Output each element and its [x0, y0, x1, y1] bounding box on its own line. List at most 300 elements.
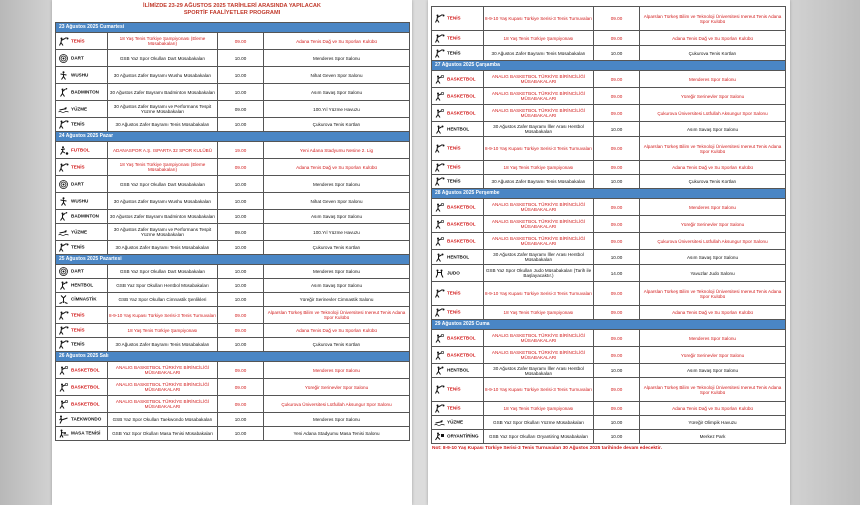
time-cell: 09.00	[218, 324, 264, 338]
event-cell: ANALIG BASKETBOL TÜRKİYE BİRİNCİLİĞİ MÜSABAKALARI	[484, 330, 594, 347]
basketball-icon	[434, 92, 445, 101]
table-row	[432, 46, 786, 61]
table-row	[56, 307, 410, 324]
sport-name: TENİS	[447, 405, 461, 411]
venue-cell: Alparslan Türkeş Bilim ve Teknoloji Üniversitesi Inereut Tenis Adana Spor Kulübü	[264, 307, 410, 324]
basketball-icon	[58, 383, 69, 392]
sport-name: BASKETBOL	[447, 221, 476, 227]
sport-cell	[56, 224, 108, 241]
dart-icon	[58, 54, 69, 63]
basketball-icon	[434, 109, 445, 118]
sport-cell	[432, 46, 484, 61]
time-cell: 10.00	[218, 176, 264, 193]
sport-cell	[56, 362, 108, 379]
left-page	[52, 0, 412, 505]
sport-name: DART	[71, 181, 84, 187]
sport-name: TENİS	[71, 244, 85, 250]
day-header: 23 Ağustos 2025 Cumartesi	[56, 23, 410, 33]
swim-icon	[58, 105, 69, 114]
event-cell: 30 Ağustos Zafer Bayramı ve Performans Tespit Yüzme Müsabakaları	[108, 224, 218, 241]
venue-cell: Merkez Park	[640, 430, 786, 444]
swim-icon	[58, 228, 69, 237]
sport-cell	[56, 324, 108, 338]
event-cell: GSB Yaz Spor Okulları Dart Müsabakaları	[108, 50, 218, 67]
time-cell: 09.00	[594, 330, 640, 347]
table-row	[56, 338, 410, 352]
event-cell: GSB Yaz Spor Okulları Masa Tenisi Müsabakaları	[108, 427, 218, 441]
venue-cell: Asım Savaş Spor Salonu	[640, 250, 786, 265]
tennis-icon	[434, 289, 445, 298]
venue-cell: Yeni Adana Stadyumu Nesine 2. Lig	[264, 142, 410, 159]
sport-name: BASKETBOL	[447, 335, 476, 341]
venue-cell: Alparslan Türkeş Bilim ve Teknoloji Üniversitesi Inereut Tenis Adana Spor Kulübü	[640, 282, 786, 306]
table-row	[56, 324, 410, 338]
event-cell: ANALIG BASKETBOL TÜRKİYE BİRİNCİLİĞİ MÜSABAKALARI	[108, 379, 218, 396]
tennis-icon	[434, 404, 445, 413]
sport-name: BASKETBOL	[71, 401, 100, 407]
sport-cell	[56, 50, 108, 67]
sport-cell	[56, 307, 108, 324]
sport-cell	[56, 142, 108, 159]
sport-name: HENTBOL	[71, 282, 94, 288]
basketball-icon	[434, 75, 445, 84]
sport-cell	[432, 175, 484, 189]
venue-cell: Yüreğir Olimpik Havuzu	[640, 416, 786, 430]
table-row	[56, 427, 410, 441]
time-cell: 09.00	[594, 282, 640, 306]
sport-name: FUTBOL	[71, 147, 90, 153]
table-row	[432, 402, 786, 416]
basketball-icon	[434, 334, 445, 343]
time-cell: 09.00	[594, 161, 640, 175]
sport-cell	[56, 413, 108, 427]
hentbol-icon	[434, 253, 445, 262]
time-cell: 14.00	[594, 265, 640, 282]
time-cell: 10.00	[218, 118, 264, 132]
basketball-icon	[434, 351, 445, 360]
sport-cell	[432, 265, 484, 282]
table-row	[56, 142, 410, 159]
sport-cell	[432, 88, 484, 105]
document-header	[52, 0, 412, 22]
time-cell: 10.00	[218, 193, 264, 210]
event-cell: ANALIG BASKETBOL TÜRKİYE BİRİNCİLİĞİ MÜSABAKALARI	[484, 347, 594, 364]
sport-name: JUDO	[447, 270, 460, 276]
venue-cell: Menderes Spor Salonu	[640, 71, 786, 88]
day-header: 29 Ağustos 2025 Cuma	[432, 320, 786, 330]
time-cell: 10.00	[594, 364, 640, 378]
event-cell: GSB Yaz Spor Okulları Oryantiring Müsabakaları	[484, 430, 594, 444]
event-cell: ANALIG BASKETBOL TÜRKİYE BİRİNCİLİĞİ MÜSABAKALARI	[108, 362, 218, 379]
event-cell: 18 Yaş Tenis Türkiye Şampiyonası	[108, 324, 218, 338]
table-row	[56, 67, 410, 84]
time-cell: 09.00	[594, 88, 640, 105]
schedule-table-left	[55, 22, 410, 441]
table-row	[432, 233, 786, 250]
hentbol-icon	[434, 366, 445, 375]
right-background-edge	[790, 0, 860, 505]
badminton-icon	[58, 212, 69, 221]
schedule-table-right	[431, 6, 786, 444]
venue-cell: Yüreğir Serinevler Spor Salonu	[640, 347, 786, 364]
tennis-icon	[434, 308, 445, 317]
time-cell: 19.00	[218, 142, 264, 159]
table-row	[432, 175, 786, 189]
table-row	[432, 161, 786, 175]
event-cell: 30 Ağustos Zafer Bayramı ve Performans Tespit Yüzme Müsabakaları	[108, 101, 218, 118]
table-row	[56, 118, 410, 132]
sport-name: BASKETBOL	[447, 204, 476, 210]
page-gutter	[412, 0, 428, 505]
sport-cell	[432, 347, 484, 364]
venue-cell: Çukurova Tenis Kortları	[264, 338, 410, 352]
time-cell: 10.00	[218, 50, 264, 67]
sport-name: TENİS	[71, 38, 85, 44]
dart-icon	[58, 267, 69, 276]
sport-name: BASKETBOL	[447, 238, 476, 244]
table-row	[432, 105, 786, 122]
event-cell: GSB Yaz Spor Okulları Cimnastik Şenlikleri	[108, 293, 218, 307]
table-row	[56, 50, 410, 67]
event-cell: 18 Yaş Tenis Türkiye Şampiyonası	[484, 161, 594, 175]
sport-cell	[56, 67, 108, 84]
time-cell: 10.00	[218, 210, 264, 224]
sport-name: TENİS	[447, 15, 461, 21]
venue-cell: Asım Savaş Spor Salonu	[264, 279, 410, 293]
badminton-icon	[58, 88, 69, 97]
tennis-icon	[434, 144, 445, 153]
sport-cell	[56, 84, 108, 101]
sport-name: TENİS	[71, 327, 85, 333]
event-cell: 18 Yaş Tenis Türkiye Şampiyonası	[484, 306, 594, 320]
sport-name: BASKETBOL	[447, 93, 476, 99]
sport-name: TENİS	[71, 312, 85, 318]
event-cell: ANALIG BASKETBOL TÜRKİYE BİRİNCİLİĞİ MÜSABAKALARI	[484, 71, 594, 88]
event-cell: 8-9-10 Yaş Kupası Türkiye Serisi-3 Tenis Turnuvaları	[108, 307, 218, 324]
venue-cell: Yüreğir Serinevler Spor Salonu	[264, 379, 410, 396]
sport-cell	[56, 241, 108, 255]
sport-cell	[56, 396, 108, 413]
day-header: 24 Ağustos 2025 Pazar	[56, 132, 410, 142]
sport-name: CİMNASTİK	[71, 296, 97, 302]
venue-cell: 100.Yıl Yüzme Havuzu	[264, 101, 410, 118]
venue-cell: Adana Tenis Dağ ve Su Sporları Kulübü	[264, 324, 410, 338]
time-cell: 09.00	[594, 137, 640, 161]
sport-cell	[56, 193, 108, 210]
venue-cell: Nihat Geven Spor Salonu	[264, 67, 410, 84]
venue-cell: Yeni Adana Stadyumu Masa Tenisi Salonu	[264, 427, 410, 441]
table-row	[56, 396, 410, 413]
dart-icon	[58, 180, 69, 189]
time-cell: 09.00	[594, 31, 640, 46]
sport-cell	[56, 118, 108, 132]
sport-cell	[432, 122, 484, 137]
time-cell: 10.00	[218, 84, 264, 101]
time-cell: 10.00	[594, 175, 640, 189]
sport-cell	[432, 105, 484, 122]
basketball-icon	[434, 220, 445, 229]
day-header-row	[432, 320, 786, 330]
basketball-icon	[434, 237, 445, 246]
time-cell: 09.00	[594, 7, 640, 31]
venue-cell: Yüreğir Serinevler Spor Salonu	[640, 88, 786, 105]
time-cell: 10.00	[218, 293, 264, 307]
time-cell: 10.00	[594, 250, 640, 265]
day-header-row	[56, 352, 410, 362]
event-cell: ANALIG BASKETBOL TÜRKİYE BİRİNCİLİĞİ MÜSABAKALARI	[484, 88, 594, 105]
venue-cell: Menderes Spor Salonu	[264, 413, 410, 427]
sport-name: TAEKWONDO	[71, 416, 102, 422]
time-cell: 10.00	[218, 279, 264, 293]
sport-name: HENTBOL	[447, 126, 470, 132]
event-cell: ANALIG BASKETBOL TÜRKİYE BİRİNCİLİĞİ MÜSABAKALARI	[484, 105, 594, 122]
sport-name: TENİS	[447, 50, 461, 56]
sport-cell	[56, 279, 108, 293]
sport-cell	[56, 210, 108, 224]
venue-cell: Adana Tenis Dağ ve Su Sporları Kulübü	[264, 33, 410, 50]
venue-cell: Çukurova Üniversitesi Lütfullah Aksungur Spor Salonu	[640, 105, 786, 122]
time-cell: 10.00	[594, 122, 640, 137]
event-cell: 18 Yaş Tenis Türkiye Şampiyonası	[484, 31, 594, 46]
time-cell: 09.00	[218, 224, 264, 241]
venue-cell: Menderes Spor Salonu	[264, 176, 410, 193]
sport-name: TENİS	[71, 121, 85, 127]
day-header-row	[56, 255, 410, 265]
venue-cell: Çukurova Tenis Kortları	[640, 46, 786, 61]
table-row	[56, 362, 410, 379]
venue-cell: Asım Savaş Spor Salonu	[640, 122, 786, 137]
event-cell: 30 Ağustos Zafer Bayramı Tenis Müsabakaları	[484, 175, 594, 189]
table-row	[56, 379, 410, 396]
sport-cell	[56, 265, 108, 279]
venue-cell: Çukurova Üniversitesi Lütfullah Aksungur Spor Salonu	[264, 396, 410, 413]
table-row	[432, 265, 786, 282]
venue-cell: Adana Tenis Dağ ve Su Sporları Kulübü	[640, 161, 786, 175]
event-cell: ANALIG BASKETBOL TÜRKİYE BİRİNCİLİĞİ MÜSABAKALARI	[484, 233, 594, 250]
venue-cell: Çukurova Tenis Kortları	[264, 241, 410, 255]
event-cell: 30 Ağustos Zafer Bayramı Badminton Müsabakaları	[108, 84, 218, 101]
venue-cell: Adana Tenis Dağ ve Su Sporları Kulübü	[640, 402, 786, 416]
time-cell: 09.00	[594, 105, 640, 122]
sport-name: BASKETBOL	[71, 367, 100, 373]
venue-cell: Menderes Spor Salonu	[640, 330, 786, 347]
sport-name: BASKETBOL	[71, 384, 100, 390]
event-cell: GSB Yaz Spor Okulları Dart Müsabakaları	[108, 176, 218, 193]
day-header: 27 Ağustos 2025 Çarşamba	[432, 61, 786, 71]
venue-cell: Alparslan Türkeş Bilim ve Teknoloji Üniversitesi Inereut Tenis Adana Spor Kulübü	[640, 378, 786, 402]
tennis-icon	[58, 120, 69, 129]
basketball-icon	[434, 203, 445, 212]
sport-name: TENİS	[447, 386, 461, 392]
judo-icon	[434, 269, 445, 278]
sport-cell	[432, 282, 484, 306]
event-cell: 30 Ağustos Zafer Bayramı Tenis Müsabakaları	[108, 118, 218, 132]
sport-name: TENİS	[447, 164, 461, 170]
sport-cell	[432, 216, 484, 233]
sport-name: TENİS	[71, 341, 85, 347]
table-row	[432, 250, 786, 265]
tennis-icon	[434, 163, 445, 172]
table-row	[56, 159, 410, 176]
wushu-icon	[58, 71, 69, 80]
event-cell: 30 Ağustos Zafer Bayramı İller Arası Hentbol Müsabakaları	[484, 250, 594, 265]
sport-name: TENİS	[447, 35, 461, 41]
event-cell: 30 Ağustos Zafer Bayramı İller Arası Hentbol Müsabakaları	[484, 364, 594, 378]
table-row	[432, 31, 786, 46]
tennis-icon	[434, 385, 445, 394]
sport-name: BASKETBOL	[447, 110, 476, 116]
tennis-icon	[58, 326, 69, 335]
time-cell: 10.00	[218, 338, 264, 352]
venue-cell: Asım Savaş Spor Salonu	[640, 364, 786, 378]
table-row	[432, 199, 786, 216]
event-cell: 30 Ağustos Zafer Bayramı Wushu Müsabakaları	[108, 193, 218, 210]
sport-name: TENİS	[447, 290, 461, 296]
sport-name: BADMINTON	[71, 89, 99, 95]
time-cell: 09.00	[218, 33, 264, 50]
table-row	[432, 137, 786, 161]
sport-cell	[432, 71, 484, 88]
basketball-icon	[58, 366, 69, 375]
sport-cell	[432, 364, 484, 378]
table-row	[56, 84, 410, 101]
time-cell: 09.00	[594, 233, 640, 250]
venue-cell: Yüreğir Serinevler Spor Salonu	[640, 216, 786, 233]
event-cell: ADANASPOR A.Ş. ISPARTA 32 SPOR KULÜBÜ	[108, 142, 218, 159]
sport-cell	[432, 137, 484, 161]
sport-cell	[56, 293, 108, 307]
sport-name: BASKETBOL	[447, 76, 476, 82]
basketball-icon	[58, 400, 69, 409]
header-line-1: İLİMİZDE 23-29 AĞUSTOS 2025 TARİHLERİ ARASINDA YAPILACAK	[143, 3, 321, 9]
sport-cell	[432, 250, 484, 265]
event-cell: ANALIG BASKETBOL TÜRKİYE BİRİNCİLİĞİ MÜSABAKALARI	[484, 199, 594, 216]
time-cell: 10.00	[218, 427, 264, 441]
table-row	[56, 224, 410, 241]
venue-cell: Çukurova Tenis Kortları	[264, 118, 410, 132]
event-cell: ANALIG BASKETBOL TÜRKİYE BİRİNCİLİĞİ MÜSABAKALARI	[484, 216, 594, 233]
table-row	[432, 216, 786, 233]
table-row	[432, 7, 786, 31]
venue-cell: Adana Tenis Dağ ve Su Sporları Kulübü	[264, 159, 410, 176]
event-cell: 8-9-10 Yaş Kupası Türkiye Serisi-3 Tenis Turnuvaları	[484, 282, 594, 306]
event-cell: 30 Ağustos Zafer Bayramı Badminton Müsabakaları	[108, 210, 218, 224]
time-cell: 09.00	[218, 307, 264, 324]
table-row	[432, 122, 786, 137]
tennis-icon	[58, 340, 69, 349]
sport-name: TENİS	[447, 178, 461, 184]
header-line-2: SPORTİF FAALİYETLER PROGRAMI	[183, 10, 281, 16]
table-row	[432, 364, 786, 378]
time-cell: 10.00	[594, 46, 640, 61]
venue-cell: Yüreğir Serinevler Cimnastik Salonu	[264, 293, 410, 307]
sport-name: DART	[71, 55, 84, 61]
event-cell: 30 Ağustos Zafer Bayramı Wushu Müsabakaları	[108, 67, 218, 84]
sport-name: YÜZME	[71, 229, 88, 235]
tennis-icon	[58, 311, 69, 320]
sport-cell	[56, 159, 108, 176]
sport-cell	[56, 427, 108, 441]
time-cell: 09.00	[594, 199, 640, 216]
table-row	[56, 101, 410, 118]
hentbol-icon	[58, 281, 69, 290]
sport-cell	[56, 176, 108, 193]
tennis-icon	[434, 49, 445, 58]
event-cell: 30 Ağustos Zafer Bayramı Tenis Müsabakaları	[108, 241, 218, 255]
event-cell: GSB Yaz Spor Okulları Yüzme Müsabakaları	[484, 416, 594, 430]
day-header: 25 Ağustos 2025 Pazartesi	[56, 255, 410, 265]
table-row	[432, 71, 786, 88]
time-cell: 09.00	[594, 306, 640, 320]
left-background-edge	[0, 0, 52, 505]
event-cell: GSB Yaz Spor Okulları Hentbol Müsabakaları	[108, 279, 218, 293]
time-cell: 09.00	[218, 362, 264, 379]
table-row	[432, 378, 786, 402]
sport-cell	[432, 233, 484, 250]
table-row	[432, 347, 786, 364]
tennis-icon	[58, 243, 69, 252]
day-header-row	[56, 23, 410, 33]
time-cell: 09.00	[594, 71, 640, 88]
time-cell: 10.00	[218, 67, 264, 84]
venue-cell: Alparslan Türkeş Bilim ve Teknoloji Üniversitesi Inereut Tenis Adana Spor Kulübü	[640, 137, 786, 161]
venue-cell: Çukurova Üniversitesi Lütfullah Aksungur Spor Salonu	[640, 233, 786, 250]
sport-name: ORYANTİRİNG	[447, 433, 479, 439]
sport-name: DART	[71, 268, 84, 274]
table-row	[432, 430, 786, 444]
event-cell: 18 Yaş Tenis Türkiye Şampiyonası (Eleme Müsabakaları)	[108, 33, 218, 50]
event-cell: 30 Ağustos Zafer Bayramı İller Arası Hentbol Müsabakaları	[484, 122, 594, 137]
table-row	[432, 88, 786, 105]
venue-cell: Menderes Spor Salonu	[264, 265, 410, 279]
event-cell: 8-9-10 Yaş Kupası Türkiye Serisi-3 Tenis Turnuvaları	[484, 378, 594, 402]
event-cell: 18 Yaş Tenis Türkiye Şampiyonası (Eleme Müsabakaları)	[108, 159, 218, 176]
football-icon	[58, 146, 69, 155]
table-row	[56, 33, 410, 50]
venue-cell: Nihat Geven Spor Salonu	[264, 193, 410, 210]
table-row	[56, 265, 410, 279]
venue-cell: Menderes Spor Salonu	[264, 362, 410, 379]
time-cell: 09.00	[218, 396, 264, 413]
day-header: 28 Ağustos 2025 Perşembe	[432, 189, 786, 199]
sport-name: WUSHU	[71, 72, 89, 78]
sport-name: WUSHU	[71, 198, 89, 204]
table-row	[56, 176, 410, 193]
taekwondo-icon	[58, 415, 69, 424]
venue-cell: Menderes Spor Salonu	[640, 199, 786, 216]
venue-cell: Asım Savaş Spor Salonu	[264, 210, 410, 224]
event-cell: 30 Ağustos Zafer Bayramı Tenis Müsabakaları	[108, 338, 218, 352]
event-cell: 18 Yaş Tenis Türkiye Şampiyonası	[484, 402, 594, 416]
event-cell: GSB Yaz Spor Okulları Taekwondo Müsabakaları	[108, 413, 218, 427]
swim-icon	[434, 418, 445, 427]
tennis-icon	[58, 37, 69, 46]
right-page	[428, 0, 790, 505]
sport-name: TENİS	[447, 309, 461, 315]
sport-cell	[432, 31, 484, 46]
sport-cell	[56, 338, 108, 352]
sport-cell	[432, 306, 484, 320]
sport-name: HENTBOL	[447, 367, 470, 373]
venue-cell: Alparslan Türkeş Bilim ve Teknoloji Üniversitesi Inereut Tenis Adana Spor Kulübü	[640, 7, 786, 31]
venue-cell: Asım Savaş Spor Salonu	[264, 84, 410, 101]
table-row	[56, 293, 410, 307]
sport-cell	[432, 161, 484, 175]
sport-cell	[432, 416, 484, 430]
sport-name: TENİS	[447, 145, 461, 151]
sport-name: BADMINTON	[71, 213, 99, 219]
table-row	[56, 413, 410, 427]
